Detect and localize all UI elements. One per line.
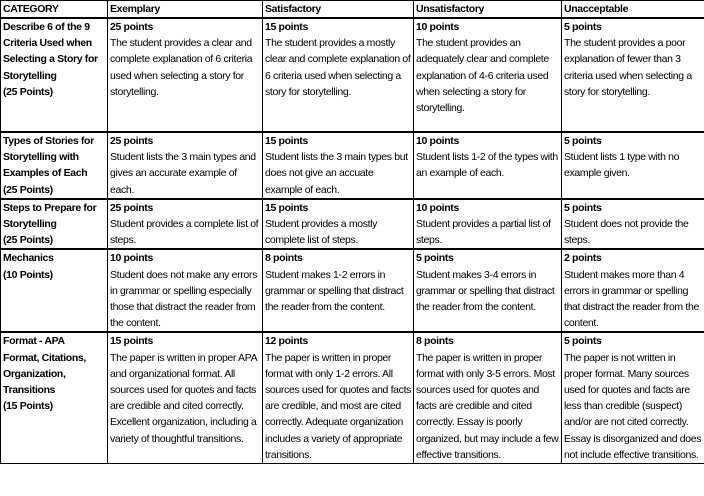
- table-row: [1, 249, 704, 332]
- exemplary-cell: [108, 332, 263, 464]
- cell-description: Student provides a partial list of steps.: [416, 218, 551, 247]
- points-label: 15 points: [265, 135, 308, 147]
- satisfactory-cell: [263, 132, 414, 199]
- table-row: [1, 132, 704, 199]
- points-label: 10 points: [416, 201, 459, 214]
- unacceptable-cell: [562, 249, 704, 332]
- points-label: 15 points: [265, 21, 308, 33]
- satisfactory-cell: [263, 249, 414, 332]
- table-row: [1, 18, 704, 132]
- category-line: Transitions: [3, 384, 56, 397]
- points-label: 5 points: [564, 201, 602, 214]
- points-label: 15 points: [110, 335, 153, 348]
- category-line: Steps to Prepare for: [3, 201, 97, 214]
- unsatisfactory-cell: [414, 199, 562, 250]
- category-line: Selecting a Story for: [3, 53, 98, 66]
- cell-description: Student provides a complete list of steps.: [110, 218, 259, 247]
- cell-description: Student lists the 3 main types but does not give an accuate example of each.: [265, 151, 408, 196]
- category-line: Storytelling: [3, 218, 57, 231]
- points-label: 15 points: [265, 201, 308, 214]
- header-category: CATEGORY: [1, 1, 108, 19]
- category-points: (15 Points): [3, 400, 53, 413]
- category-cell: [1, 249, 108, 332]
- exemplary-cell: [108, 199, 263, 250]
- unsatisfactory-cell: [414, 132, 562, 199]
- category-cell: [1, 199, 108, 250]
- cell-description: Student lists the 3 main types and gives an accurate example of each.: [110, 151, 256, 196]
- category-points: (25 Points): [3, 85, 53, 98]
- category-cell: [1, 332, 108, 464]
- cell-description: Student lists 1 type with no example given.: [564, 151, 680, 180]
- cell-description: The paper is written in proper APA and organizational format. All sources used for quotes and facts are credible and cited correctly. Excellent organization, including a variety of thoughtful transitions.: [110, 351, 257, 445]
- cell-description: The student provides a clear and complete explanation of 6 criteria used when selecting a story for storytelling.: [110, 37, 253, 98]
- category-line: Storytelling with: [3, 151, 79, 164]
- points-label: 5 points: [564, 135, 602, 147]
- unsatisfactory-cell: [414, 249, 562, 332]
- satisfactory-cell: [263, 199, 414, 250]
- category-line: Format, Citations,: [3, 351, 86, 364]
- unacceptable-cell: [562, 332, 704, 464]
- header-exemplary: Exemplary: [108, 1, 263, 19]
- cell-description: The student provides an adequately clear and complete explanation of 4-6 criteria used when selecting a story for storytelling.: [416, 37, 549, 115]
- table-row: [1, 199, 704, 250]
- category-line: Format - APA: [3, 335, 65, 348]
- exemplary-cell: [108, 18, 263, 132]
- points-label: 5 points: [416, 252, 454, 265]
- category-line: Examples of Each: [3, 167, 88, 180]
- unacceptable-cell: [562, 199, 704, 250]
- cell-description: Student makes 3-4 errors in grammar or spelling that distract the reader from the content.: [416, 268, 555, 314]
- cell-description: Student lists 1-2 of the types with an example of each.: [416, 151, 558, 180]
- points-label: 8 points: [416, 335, 454, 348]
- points-label: 25 points: [110, 135, 153, 147]
- unsatisfactory-cell: [414, 332, 562, 464]
- category-cell: [1, 18, 108, 132]
- cell-description: Student makes 1-2 errors in grammar or spelling that distract the reader from the content.: [265, 268, 404, 314]
- satisfactory-cell: [263, 332, 414, 464]
- points-label: 25 points: [110, 201, 153, 214]
- cell-description: Student does not make any errors in grammar or spelling especially those that distract the reader from the content.: [110, 268, 257, 330]
- cell-description: Student does not provide the steps.: [564, 218, 689, 247]
- category-line: Storytelling: [3, 69, 57, 82]
- unacceptable-cell: [562, 132, 704, 199]
- cell-description: The student provides a mostly clear and complete explanation of 6 criteria used when selecting a story for storytelling.: [265, 37, 411, 98]
- category-line: Mechanics: [3, 252, 54, 265]
- category-line: Organization,: [3, 367, 66, 380]
- points-label: 2 points: [564, 252, 602, 265]
- header-satisfactory: Satisfactory: [263, 1, 414, 19]
- cell-description: The student provides a poor explanation of fewer than 3 criteria used when selecting a story for storytelling.: [564, 37, 692, 98]
- points-label: 10 points: [110, 252, 153, 265]
- category-points: (25 Points): [3, 234, 53, 247]
- points-label: 10 points: [416, 21, 459, 33]
- category-line: Types of Stories for: [3, 135, 94, 147]
- header-unsatisfactory: Unsatisfactory: [414, 1, 562, 19]
- exemplary-cell: [108, 249, 263, 332]
- unacceptable-cell: [562, 18, 704, 132]
- cell-description: Student provides a mostly complete list of steps.: [265, 218, 378, 247]
- cell-description: The paper is written in proper format with only 3-5 errors. Most sources used for quotes and facts are credible and cited correctly. Essay is poorly organized, but may include a few effective transitions.: [416, 351, 559, 461]
- points-label: 5 points: [564, 21, 602, 33]
- category-points: (25 Points): [3, 183, 53, 196]
- exemplary-cell: [108, 132, 263, 199]
- points-label: 12 points: [265, 335, 308, 348]
- points-label: 8 points: [265, 252, 303, 265]
- cell-description: The paper is written in proper format with only 1-2 errors. All sources used for quotes and facts are credible, and most are cited correctly. Adequate organization includes a variety of appropriate transitions.: [265, 351, 412, 461]
- points-label: 5 points: [564, 335, 602, 348]
- category-points: (10 Points): [3, 268, 53, 281]
- unsatisfactory-cell: [414, 18, 562, 132]
- satisfactory-cell: [263, 18, 414, 132]
- table-row: [1, 332, 704, 464]
- category-line: Describe 6 of the 9: [3, 21, 90, 33]
- cell-description: The paper is not written in proper format. Many sources used for quotes and facts are less than credible (suspect) and/or are not cited correctly. Essay is disorganized and does not include effective transitions.: [564, 351, 702, 461]
- header-unacceptable: Unacceptable: [562, 1, 704, 19]
- cell-description: Student makes more than 4 errors in grammar or spelling that distract the reader from the content.: [564, 268, 699, 330]
- points-label: 10 points: [416, 135, 459, 147]
- category-cell: [1, 132, 108, 199]
- category-line: Criteria Used when: [3, 37, 92, 50]
- points-label: 25 points: [110, 21, 153, 33]
- header-row: [1, 1, 704, 19]
